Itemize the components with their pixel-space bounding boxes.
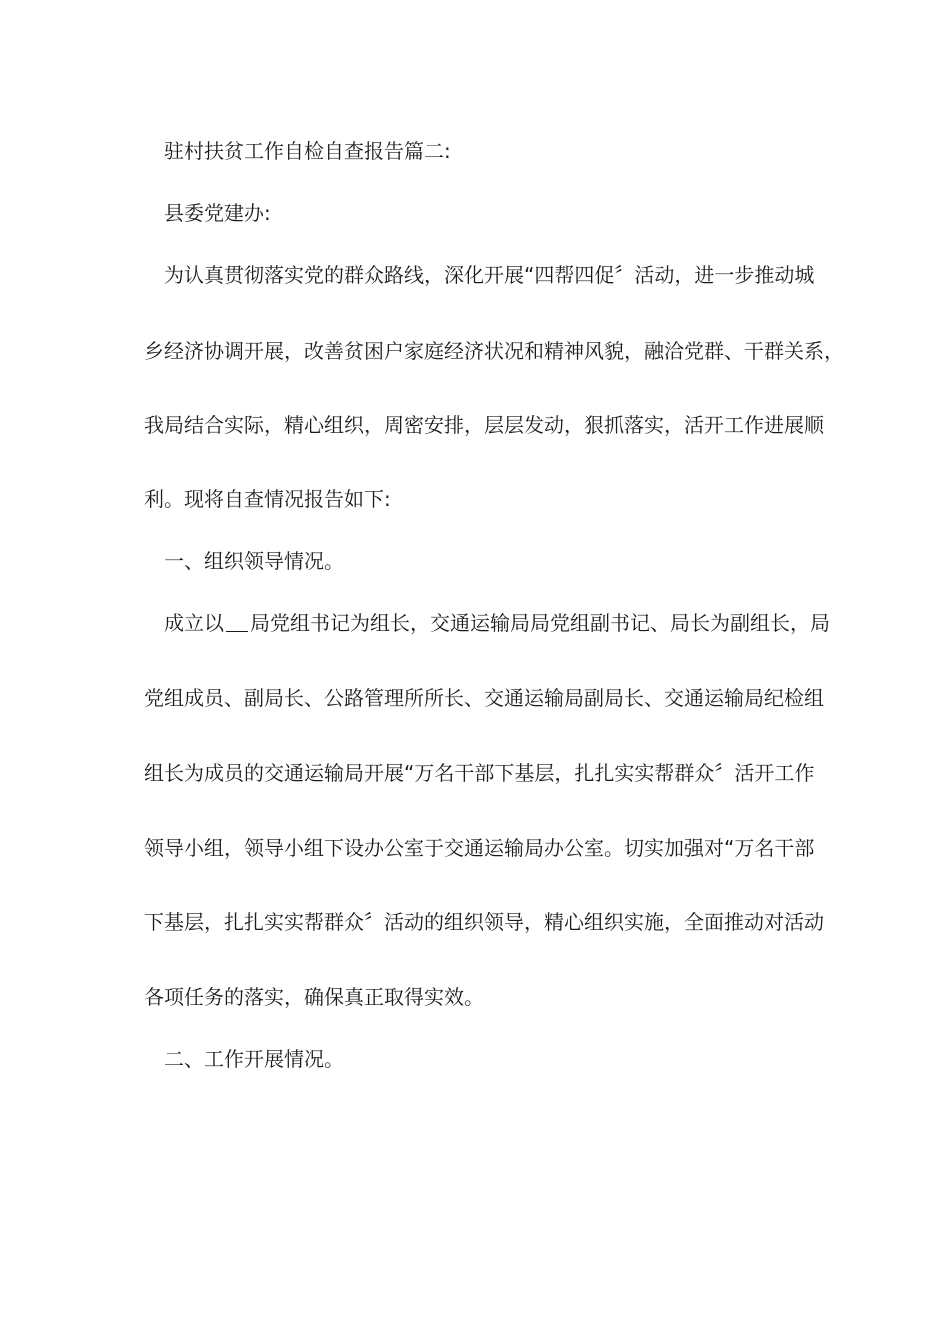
intro-line-4: 利。现将自查情况报告如下: bbox=[144, 487, 391, 511]
section-1-line-6: 各项任务的落实，确保真正取得实效。 bbox=[144, 985, 484, 1009]
section-1-text-after-blank: 局党组书记为组长，交通运输局局党组副书记、局长为副组长，局 bbox=[250, 611, 830, 635]
fill-in-blank bbox=[226, 613, 248, 632]
intro-line-2: 乡经济协调开展，改善贫困户家庭经济状况和精神风貌，融洽党群、干群关系， bbox=[144, 339, 844, 363]
intro-line-1: 为认真贯彻落实党的群众路线，深化开展“四帮四促〞活动，进一步推动城 bbox=[164, 263, 815, 287]
addressee: 县委党建办: bbox=[164, 201, 271, 225]
document-title: 驻村扶贫工作自检自查报告篇二: bbox=[164, 139, 451, 163]
section-1-text-before-blank: 成立以 bbox=[164, 611, 224, 635]
section-1-heading: 一、组织领导情况。 bbox=[164, 549, 344, 573]
intro-line-3: 我局结合实际，精心组织，周密安排，层层发动，狠抓落实，活开工作进展顺 bbox=[144, 413, 824, 437]
section-1-line-5: 下基层，扎扎实实帮群众〞活动的组织领导，精心组织实施，全面推动对活动 bbox=[144, 910, 824, 934]
section-1-line-2: 党组成员、副局长、公路管理所所长、交通运输局副局长、交通运输局纪检组 bbox=[144, 686, 824, 710]
section-1-line-3: 组长为成员的交通运输局开展“万名干部下基层，扎扎实实帮群众〞活开工作 bbox=[144, 761, 815, 785]
section-1-line-1 bbox=[164, 611, 844, 635]
section-1-line-4: 领导小组，领导小组下设办公室于交通运输局办公室。切实加强对“万名干部 bbox=[144, 836, 815, 860]
section-2-heading: 二、工作开展情况。 bbox=[164, 1047, 344, 1071]
